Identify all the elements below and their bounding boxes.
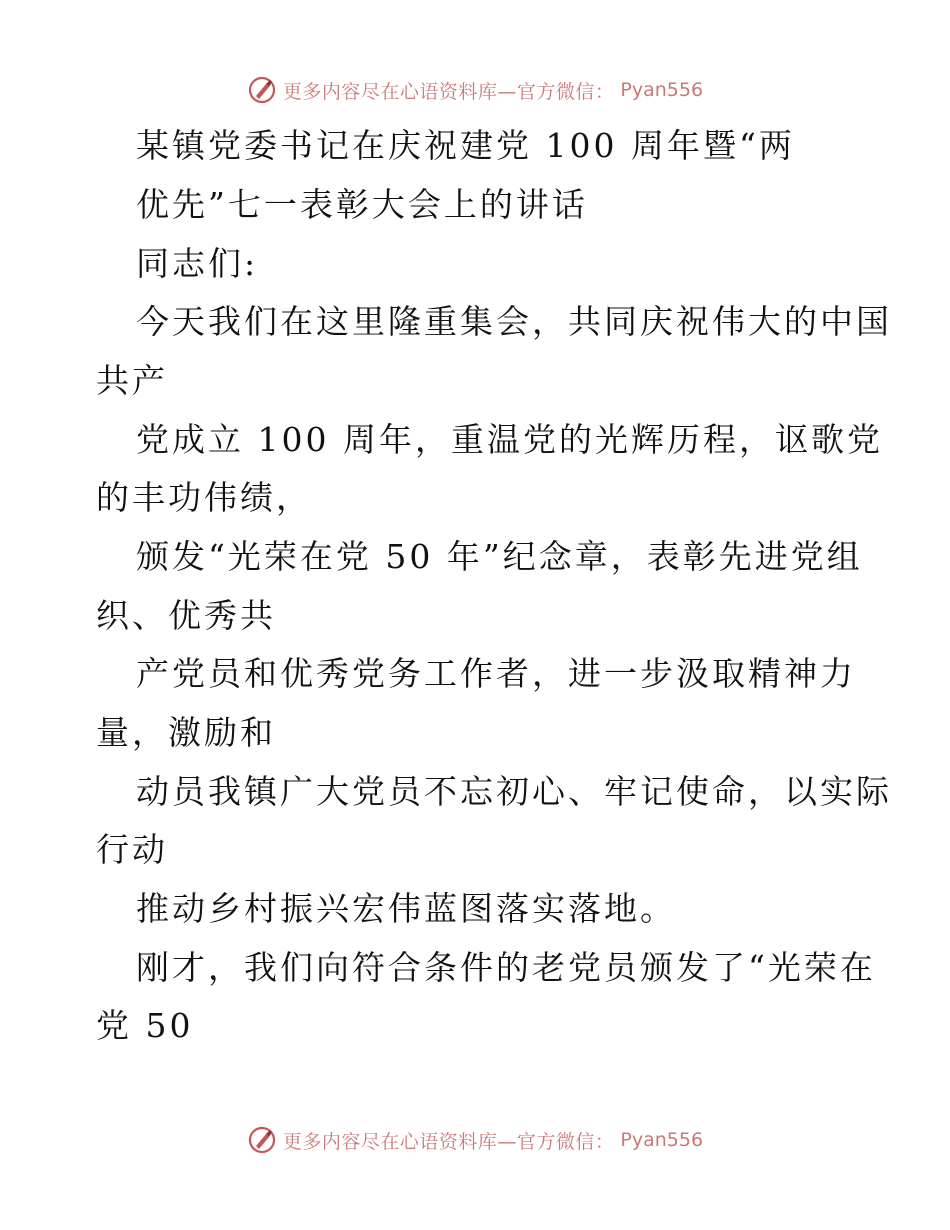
watermark-wechat-id: Pyan556 <box>620 79 704 101</box>
watermark-text: 更多内容尽在心语资料库—官方微信： <box>282 1130 615 1153</box>
pen-nib-logo-icon <box>247 1125 277 1155</box>
header-watermark <box>0 70 950 110</box>
paragraph-line: 行动 <box>96 830 168 869</box>
watermark-wechat-id: Pyan556 <box>620 1129 704 1151</box>
title-line-1: 某镇党委书记在庆祝建党 100 周年暨“两 <box>136 126 795 165</box>
watermark-text: 更多内容尽在心语资料库—官方微信： <box>282 80 615 103</box>
paragraph-line: 党 50 <box>96 1006 194 1045</box>
paragraph-line: 共产 <box>96 361 168 400</box>
paragraph-line: 推动乡村振兴宏伟蓝图落实落地。 <box>136 889 676 928</box>
paragraph-line: 的丰功伟绩， <box>96 478 312 517</box>
paragraph-line: 织、优秀共 <box>96 596 276 635</box>
paragraph-line: 党成立 100 周年，重温党的光辉历程，讴歌党 <box>136 420 883 459</box>
paragraph-line: 产党员和优秀党务工作者，进一步汲取精神力 <box>136 654 856 693</box>
paragraph-line: 颁发“光荣在党 50 年”纪念章，表彰先进党组 <box>136 537 863 576</box>
paragraph-line: 量，激励和 <box>96 713 276 752</box>
pen-nib-logo-icon <box>247 75 277 105</box>
paragraph-line: 刚才，我们向符合条件的老党员颁发了“光荣在 <box>136 948 876 987</box>
footer-watermark <box>0 1120 950 1160</box>
paragraph-line: 动员我镇广大党员不忘初心、牢记使命，以实际 <box>136 772 892 811</box>
title-line-2: 优先”七一表彰大会上的讲话 <box>136 185 588 224</box>
paragraph-line: 今天我们在这里隆重集会，共同庆祝伟大的中国 <box>136 302 892 341</box>
salutation: 同志们: <box>136 244 259 283</box>
